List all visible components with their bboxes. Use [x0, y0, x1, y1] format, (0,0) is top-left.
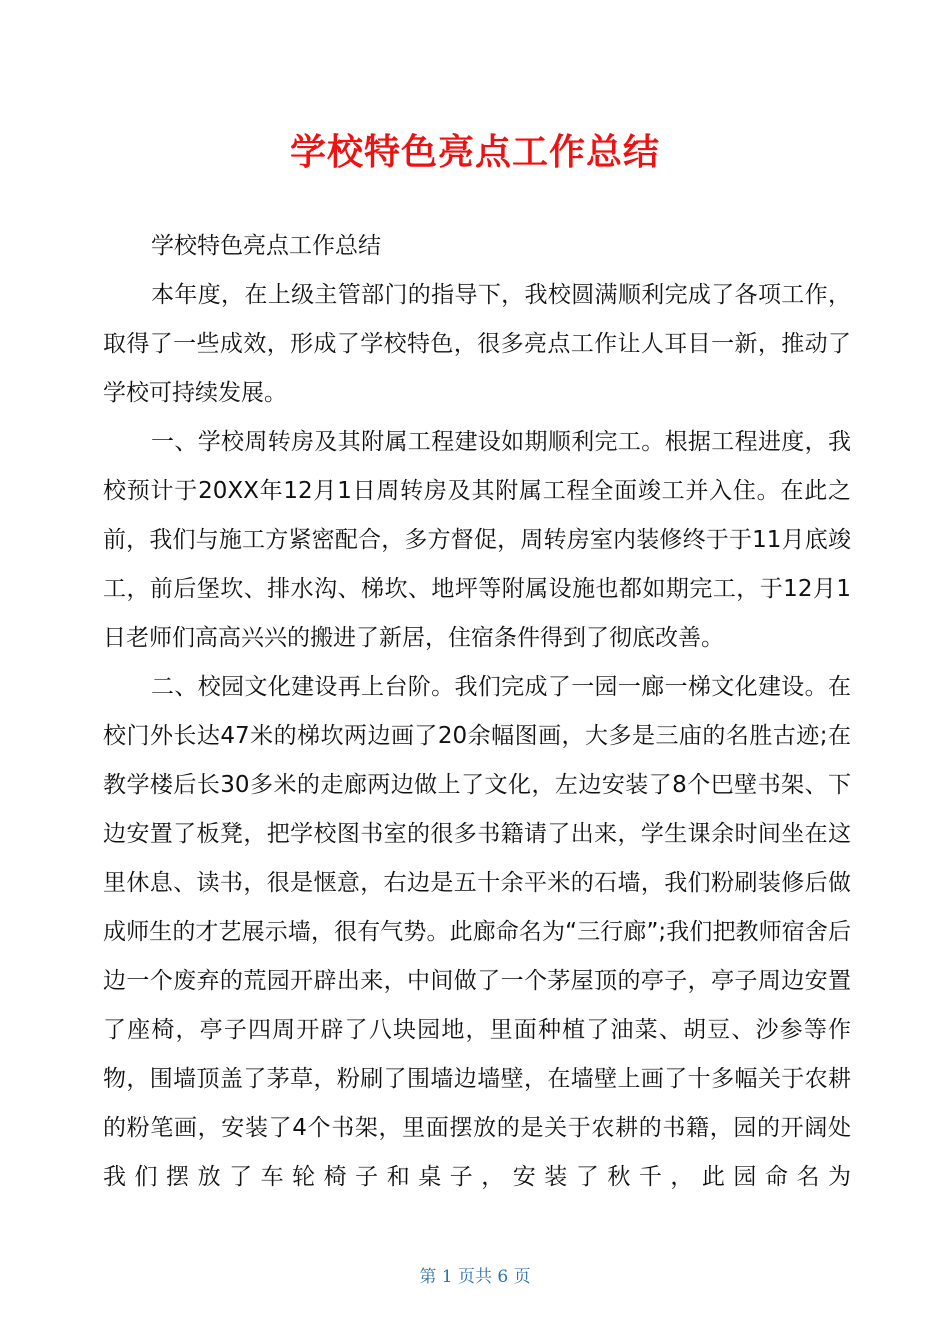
body-paragraph-heading: 学校特色亮点工作总结	[151, 233, 381, 259]
document-body	[103, 222, 851, 1202]
page-footer: 第 1 页共 6 页	[419, 1267, 531, 1287]
body-paragraph-intro: 本年度，在上级主管部门的指导下，我校圆满顺利完成了各项工作，取得了一些成效，形成了学校特色，很多亮点工作让人耳目一新，推动了学校可持续发展。	[103, 282, 851, 406]
body-paragraph-section-1: 一、学校周转房及其附属工程建设如期顺利完工。根据工程进度，我校预计于20XX年12月1日周转房及其附属工程全面竣工并入住。在此之前，我们与施工方紧密配合，多方督促，周转房室内装修终于于11月底竣工，前后堡坎、排水沟、梯坎、地坪等附属设施也都如期完工，于12月1日老师们高高兴兴的搬进了新居，住宿条件得到了彻底改善。	[103, 429, 851, 651]
body-paragraph-section-2: 二、校园文化建设再上台阶。我们完成了一园一廊一梯文化建设。在校门外长达47米的梯坎两边画了20余幅图画，大多是三庙的名胜古迹;在教学楼后长30多米的走廊两边做上了文化，左边安装了8个巴壁书架、下边安置了板凳，把学校图书室的很多书籍请了出来，学生课余时间坐在这里休息、读书，很是惬意，右边是五十余平米的石墙，我们粉刷装修后做成师生的才艺展示墙，很有气势。此廊命名为“三行廊”;我们把教师宿舍后边一个废弃的荒园开辟出来，中间做了一个茅屋顶的亭子，亭子周边安置了座椅，亭子四周开辟了八块园地，里面种植了油菜、胡豆、沙参等作物，围墙顶盖了茅草，粉刷了围墙边墙壁，在墙壁上画了十多幅关于农耕的粉笔画，安装了4个书架，里面摆放的是关于农耕的书籍，园的开阔处我们摆放了车轮椅子和桌子，安装了秋千，此园命名为	[103, 674, 851, 1190]
document-title: 学校特色亮点工作总结	[289, 132, 660, 174]
